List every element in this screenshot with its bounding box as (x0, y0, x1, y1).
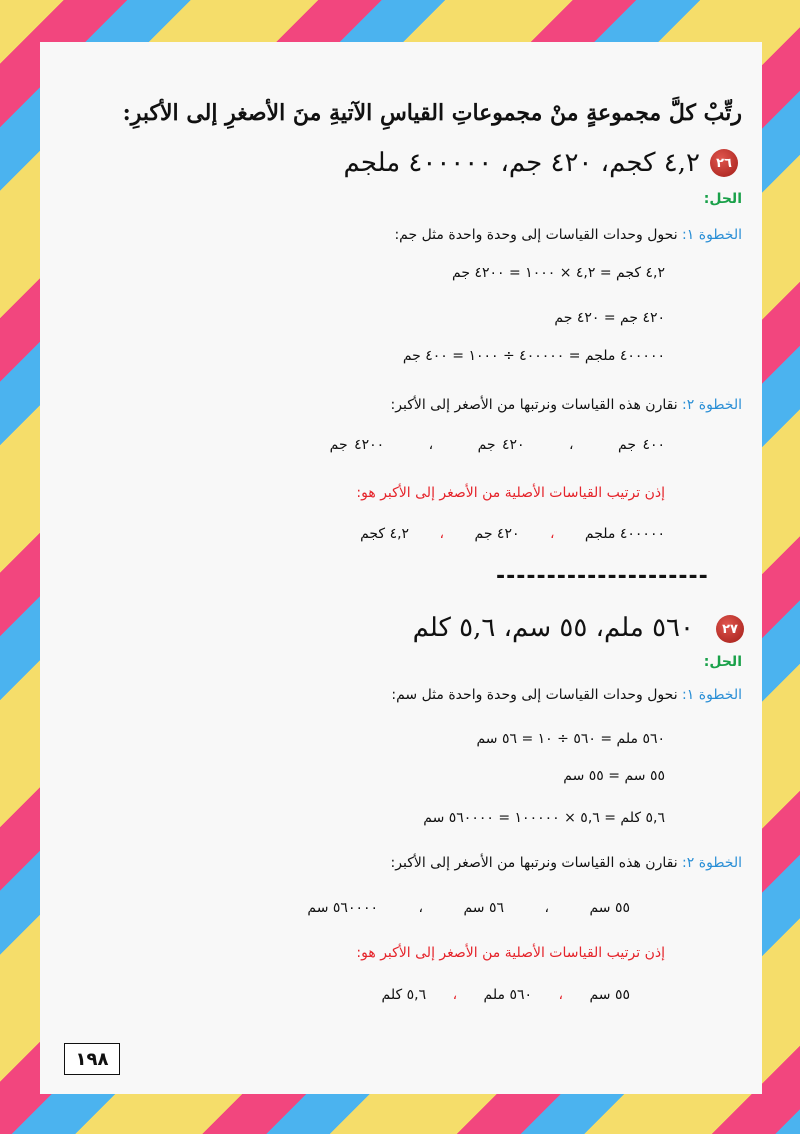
conversion-line: ٥٦٠ ملم = ٥٦٠ ÷ ١٠ = ٥٦ سم (476, 731, 665, 747)
conversion-line: ٤٠٠٠٠٠ ملجم = ٤٠٠٠٠٠ ÷ ١٠٠٠ = ٤٠٠ جم (402, 348, 665, 364)
final-order (360, 526, 665, 542)
question-26-problem: ٤,٢ كجم، ٤٢٠ جم، ٤٠٠٠٠٠ ملجم (343, 148, 700, 178)
final-item: ٥,٦ كلم (381, 987, 427, 1003)
step2-text: نقارن هذه القياسات ونرتبها من الأصغر إلى الأكبر: (390, 855, 678, 871)
solution-label: الحل: (703, 191, 742, 207)
sorted-item: ٤٠٠ جم (618, 437, 665, 453)
separator: ، (452, 987, 458, 1003)
step2-label: الخطوة ٢: (682, 397, 742, 413)
step1-line (391, 687, 742, 703)
step2-line (391, 855, 742, 871)
separator: ، (544, 900, 549, 916)
separator: ، (428, 437, 434, 453)
sorted-list (330, 437, 665, 453)
separator: ، (569, 437, 574, 453)
conversion-line: ٥٥ سم = ٥٥ سم (563, 768, 665, 784)
sorted-item: ٥٥ سم (589, 900, 630, 916)
sorted-item: ٥٦٠٠٠٠ سم (307, 900, 379, 916)
page-title: رتِّبْ كلَّ مجموعةٍ منْ مجموعاتِ القياسِ الآتيةِ منَ الأصغرِ إلى الأكبرِ: (122, 100, 742, 126)
separator: ، (549, 526, 555, 542)
step1-text: نحول وحدات القياسات إلى وحدة واحدة مثل جم: (394, 227, 678, 243)
final-item: ٥٥ سم (589, 987, 630, 1003)
sorted-item: ٥٦ سم (463, 900, 505, 916)
question-number-badge: ٢٧ (716, 615, 744, 643)
conversion-line: ٤٢٠ جم = ٤٢٠ جم (554, 310, 665, 326)
step2-line (391, 397, 742, 413)
solution-label: الحل: (703, 654, 742, 670)
final-item: ٤٠٠٠٠٠ ملجم (584, 526, 665, 542)
step1-label: الخطوة ١: (682, 687, 742, 703)
question-number-badge: ٢٦ (710, 149, 738, 177)
sorted-item: ٤٢٠ جم (477, 437, 525, 453)
separator: ، (558, 987, 563, 1003)
sorted-item: ٤٢٠٠ جم (329, 437, 385, 453)
step2-label: الخطوة ٢: (682, 855, 742, 871)
separator: ، (418, 900, 424, 916)
separator: ، (439, 526, 445, 542)
section-divider: --------------------- (496, 564, 709, 589)
conversion-line: ٤,٢ كجم = ٤,٢ × ١٠٠٠ = ٤٢٠٠ جم (452, 265, 665, 281)
conversion-line: ٥,٦ كلم = ٥,٦ × ١٠٠٠٠٠ = ٥٦٠٠٠٠ سم (423, 810, 665, 826)
final-item: ٥٦٠ ملم (483, 987, 533, 1003)
step1-label: الخطوة ١: (682, 227, 742, 243)
final-item: ٤٢٠ جم (474, 526, 520, 542)
page-number: ١٩٨ (64, 1043, 120, 1075)
step2-text: نقارن هذه القياسات ونرتبها من الأصغر إلى الأكبر: (390, 397, 678, 413)
final-item: ٤,٢ كجم (360, 526, 410, 542)
conclusion-text: إذن ترتيب القياسات الأصلية من الأصغر إلى الأكبر هو: (356, 945, 665, 961)
sorted-list (307, 900, 630, 916)
conclusion-text: إذن ترتيب القياسات الأصلية من الأصغر إلى الأكبر هو: (356, 485, 665, 501)
step1-line (394, 227, 742, 243)
step1-text: نحول وحدات القياسات إلى وحدة واحدة مثل سم: (391, 687, 678, 703)
question-27-problem: ٥٦٠ ملم، ٥٥ سم، ٥,٦ كلم (412, 613, 694, 643)
final-order (382, 987, 630, 1003)
